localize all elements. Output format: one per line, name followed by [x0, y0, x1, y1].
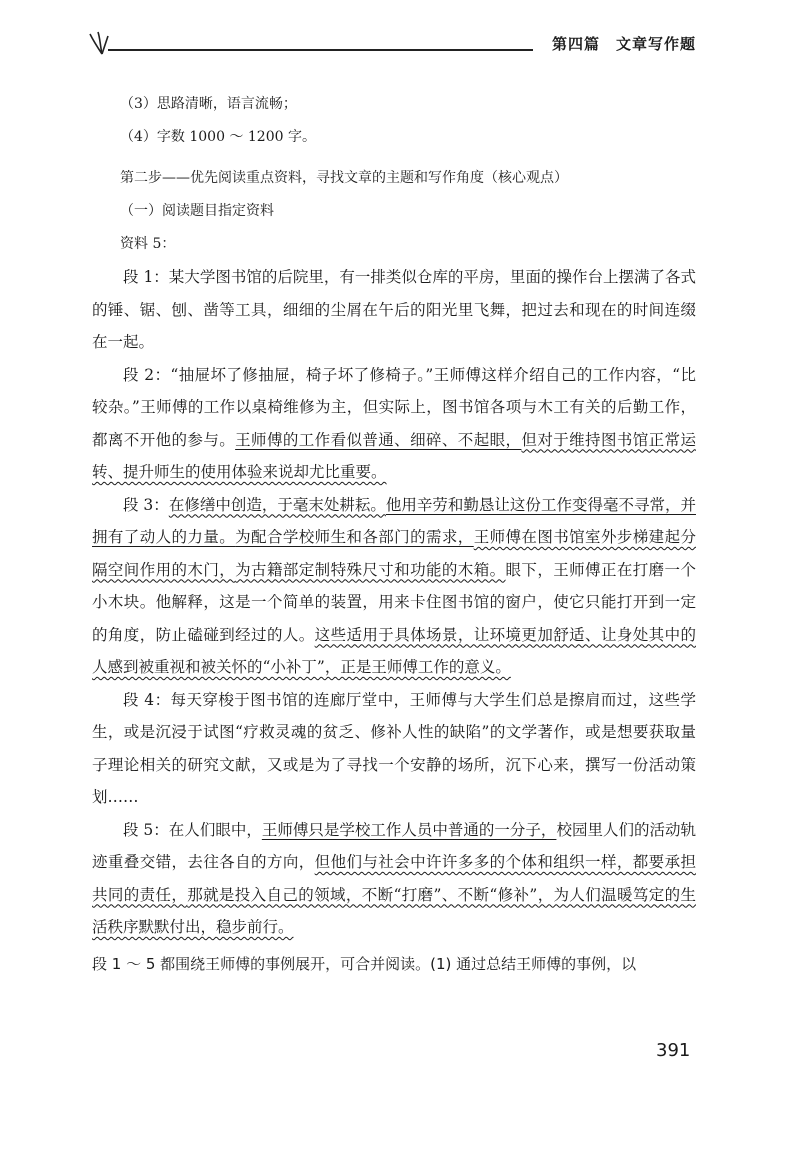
step-heading: 第二步——优先阅读重点资料，寻找文章的主题和写作角度（核心观点）	[120, 170, 568, 186]
header-section: 文章写作题	[615, 35, 696, 53]
paragraph-3-wavy-3: 这些适用于具体场景，让环境更加舒适、让身处其中的人感到被重视和被关怀的“小补丁”，正是王师傅工作的意义。	[92, 625, 696, 676]
paragraph-3-label: 段 3：	[123, 495, 169, 514]
paragraph-2-underline: 王师傅的工作看似普通、细碎、不起眼，	[235, 430, 522, 449]
paragraph-2-text: 段 2：“抽屉坏了修抽屉，椅子坏了修椅子。”王师傅这样介绍自己的工作内容，“比较杂。”王师傅的工作以桌椅维修为主，但实际上，图书馆各项与木工有关的后勤工作，都离不开他的参与。	[92, 365, 696, 449]
page-body	[92, 88, 696, 980]
paragraph-3-core: 在修缮中创造，于毫末处耕耘。	[168, 495, 386, 514]
paragraph-5-wavy-2: 那就是投入自己的领域，不断“打磨”、不断“修补”，为人们温暖笃定的生活秩序默默付出，稳步前行。	[92, 885, 696, 936]
header-rule	[108, 49, 533, 51]
paragraph-5-underline-1: 王师傅只是学校工作人员中普通的一分子，	[261, 820, 557, 839]
paragraph-2	[92, 359, 696, 489]
paragraph-1-text: 段 1：某大学图书馆的后院里，有一排类似仓库的平房，里面的操作台上摆满了各式的锤、锯、刨、凿等工具，细细的尘屑在午后的阳光里飞舞，把过去和现在的时间连缀在一起。	[92, 268, 696, 351]
material-label: 资料 5：	[120, 236, 176, 252]
paragraph-3-wavy-1: 王师傅在图书馆室外步梯建起分隔空间作用的木门，	[92, 528, 696, 579]
sub-heading: （一）阅读题目指定资料	[120, 203, 274, 219]
paragraph-5	[92, 814, 696, 944]
header-title	[552, 33, 696, 54]
paragraph-3-underline-1: 他用辛劳和勤恳让这份工作变得毫不寻常，并拥有了动人的力量。	[92, 495, 696, 546]
paragraph-2-wavy: 但对于维持图书馆正常运转、提升师生的使用体验来说却尤比重要。	[92, 430, 696, 481]
paragraph-4-text: 段 4：每天穿梭于图书馆的连廊厅堂中，王师傅与大学生们总是擦肩而过，这些学生，或是沉浸于试图“疗救灵魂的贫乏、修补人性的缺陷”的文学著作，或是想要获取量子理论相关的研究文献，又或是为了寻找一个安静的场所，沉下心来，撰写一份活动策划……	[92, 690, 696, 806]
running-header	[86, 24, 696, 64]
summary-line: 段 1 ～ 5 都围绕王师傅的事例展开，可合并阅读。(1) 通过总结王师傅的事例，以	[92, 954, 637, 973]
paragraph-3-underline-2: 为配合学校师生和各部门的需求，	[235, 528, 474, 546]
paragraph-5-text: 校园里人们的活动轨迹重叠交错，去往各自的方向，	[92, 820, 696, 871]
requirement-3: （3）思路清晰，语言流畅；	[120, 96, 297, 112]
paragraph-1	[92, 261, 696, 359]
requirement-4: （4）字数 1000 ～ 1200 字。	[120, 129, 316, 145]
page-number: 391	[656, 1040, 691, 1061]
paragraph-4	[92, 684, 696, 814]
paragraph-3	[92, 489, 696, 684]
paragraph-3-text: 眼下，王师傅正在打磨一个小木块。他解释，这是一个简单的装置，用来卡住图书馆的窗户，使它只能打开到一定的角度，防止磕碰到经过的人。	[92, 560, 696, 644]
paragraph-5-label: 段 5：在人们眼中，	[123, 820, 262, 839]
paragraph-3-wavy-2: 为古籍部定制特殊尺寸和功能的木箱。	[235, 560, 506, 579]
paragraph-5-wavy-1: 但他们与社会中许许多多的个体和组织一样，都要承担共同的责任，	[92, 853, 696, 904]
header-chapter: 第四篇	[551, 35, 600, 53]
leaf-ornament-icon	[86, 28, 116, 56]
